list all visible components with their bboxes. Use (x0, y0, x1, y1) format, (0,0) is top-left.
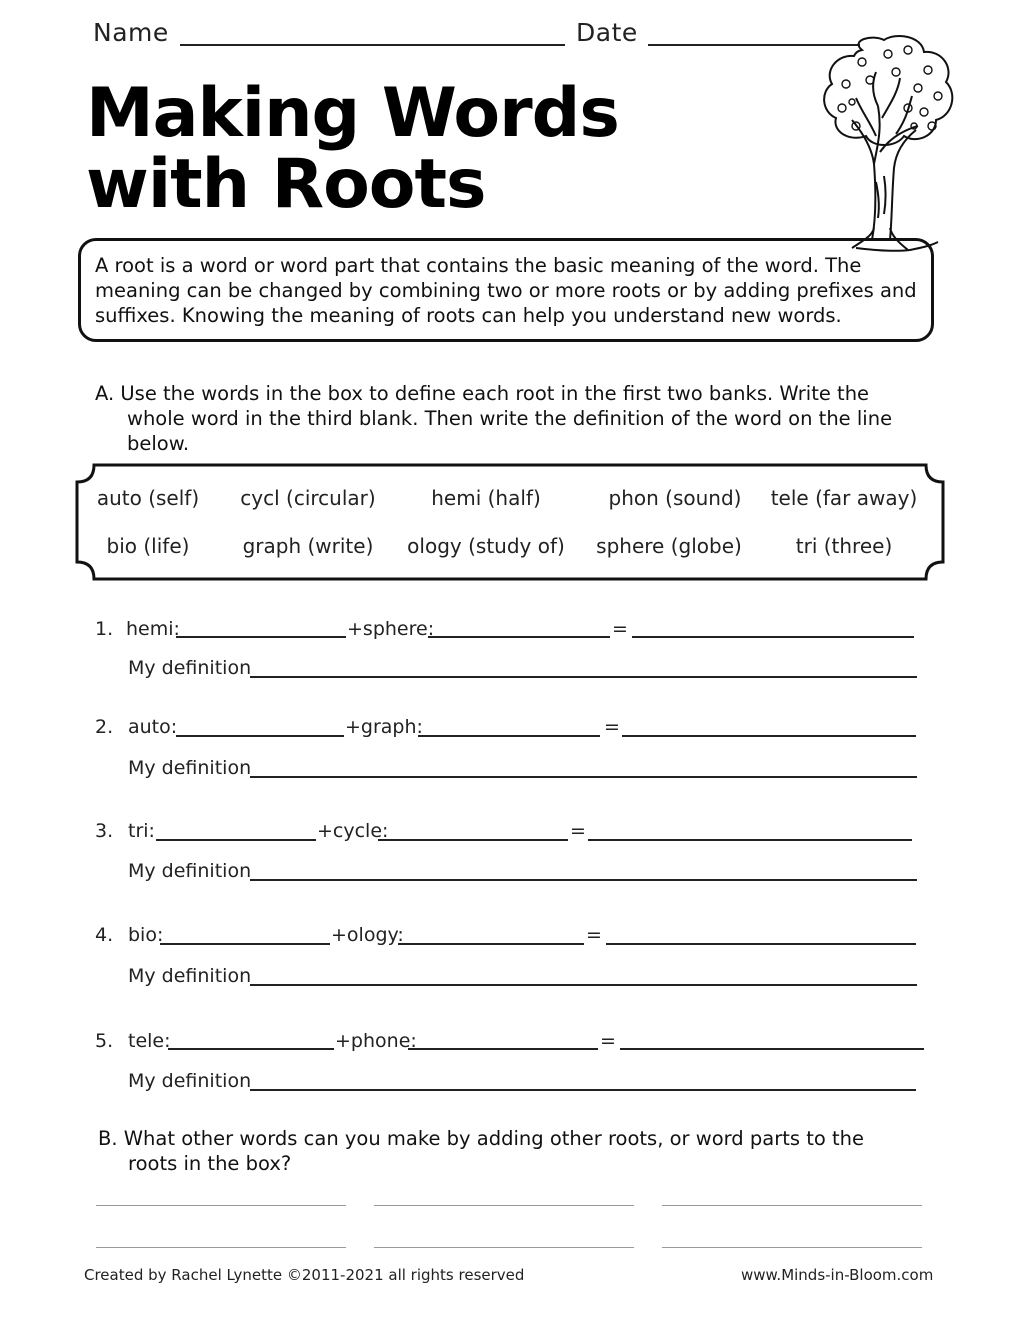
section-b-line-1: B. What other words can you make by adding other roots, or word parts to the (98, 1127, 865, 1150)
item-equals: = (612, 618, 628, 640)
item-root1-label: tele: (128, 1030, 171, 1052)
word-ology: ology (study of) (407, 534, 565, 558)
item-root1-blank[interactable] (176, 636, 346, 638)
date-label: Date (576, 18, 638, 47)
item-word-blank[interactable] (588, 839, 912, 841)
section-b-question (98, 1126, 918, 1176)
item-root2-label: +graph: (345, 716, 423, 738)
item-root1-label: auto: (128, 716, 178, 738)
title-line-2: with Roots (86, 145, 486, 224)
item-root2-blank[interactable] (418, 735, 600, 737)
word-auto: auto (self) (96, 486, 200, 510)
item-root1-blank[interactable] (156, 839, 316, 841)
item-word-blank[interactable] (620, 1048, 924, 1050)
item-definition-label: My definition (128, 1070, 252, 1092)
item-word-blank[interactable] (606, 943, 916, 945)
name-field[interactable] (180, 44, 565, 46)
item-word-blank[interactable] (632, 636, 914, 638)
item-root2-blank[interactable] (398, 943, 584, 945)
word-hemi: hemi (half) (431, 486, 541, 510)
item-root1-blank[interactable] (176, 735, 344, 737)
word-phon: phon (sound) (608, 486, 742, 510)
word-graph: graph (write) (242, 534, 374, 558)
item-definition-blank[interactable] (250, 1089, 916, 1091)
tree-icon (812, 32, 962, 257)
word-cycl: cycl (circular) (240, 486, 376, 510)
item-definition-blank[interactable] (250, 676, 917, 678)
item-definition-label: My definition (128, 657, 252, 679)
page-title (86, 74, 619, 224)
answer-line[interactable] (662, 1205, 922, 1206)
item-definition-label: My definition (128, 965, 252, 987)
word-tri: tri (three) (795, 534, 893, 558)
answer-line[interactable] (96, 1205, 346, 1206)
word-box-frame (72, 462, 948, 582)
item-definition-label: My definition (128, 860, 252, 882)
item-definition-blank[interactable] (250, 776, 917, 778)
item-root1-blank[interactable] (160, 943, 330, 945)
item-root1-label: tri: (128, 820, 155, 842)
item-equals: = (570, 820, 586, 842)
item-root2-blank[interactable] (378, 839, 568, 841)
word-bio: bio (life) (106, 534, 190, 558)
item-root2-label: +sphere: (347, 618, 435, 640)
item-number: 3. (95, 820, 114, 842)
answer-line[interactable] (96, 1247, 346, 1248)
section-a-line-2: whole word in the third blank. Then write the definition of the word on the line below. (127, 407, 893, 455)
item-number: 2. (95, 716, 114, 738)
item-equals: = (600, 1030, 616, 1052)
item-equals: = (604, 716, 620, 738)
item-root2-blank[interactable] (408, 1048, 598, 1050)
section-b-line-2: roots in the box? (128, 1152, 292, 1175)
title-line-1: Making Words (86, 74, 619, 153)
item-definition-blank[interactable] (250, 879, 917, 881)
section-a-line-1: A. Use the words in the box to define each root in the first two banks. Write the (95, 382, 870, 405)
item-number: 5. (95, 1030, 114, 1052)
item-root2-blank[interactable] (428, 636, 610, 638)
footer-credit: Created by Rachel Lynette ©2011-2021 all rights reserved (84, 1266, 525, 1284)
section-a-instructions (95, 381, 915, 456)
item-equals: = (586, 924, 602, 946)
item-root1-blank[interactable] (168, 1048, 334, 1050)
item-number: 1. (95, 618, 114, 640)
footer-website: www.Minds-in-Bloom.com (741, 1266, 934, 1284)
item-root2-label: +ology: (331, 924, 404, 946)
word-tele: tele (far away) (770, 486, 918, 510)
item-root1-label: bio: (128, 924, 164, 946)
item-number: 4. (95, 924, 114, 946)
item-root2-label: +cycle: (317, 820, 389, 842)
name-label: Name (93, 18, 169, 47)
answer-line[interactable] (662, 1247, 922, 1248)
item-word-blank[interactable] (622, 735, 916, 737)
intro-text: A root is a word or word part that contains the basic meaning of the word. The meaning can be changed by combining two or more roots or by adding prefixes and suffixes. Knowing the meaning of roots can help you understand new words. (95, 254, 917, 327)
answer-line[interactable] (374, 1205, 634, 1206)
word-sphere: sphere (globe) (596, 534, 742, 558)
item-root1-label: hemi: (126, 618, 180, 640)
answer-line[interactable] (374, 1247, 634, 1248)
item-definition-label: My definition (128, 757, 252, 779)
item-definition-blank[interactable] (250, 984, 917, 986)
item-root2-label: +phone: (335, 1030, 417, 1052)
